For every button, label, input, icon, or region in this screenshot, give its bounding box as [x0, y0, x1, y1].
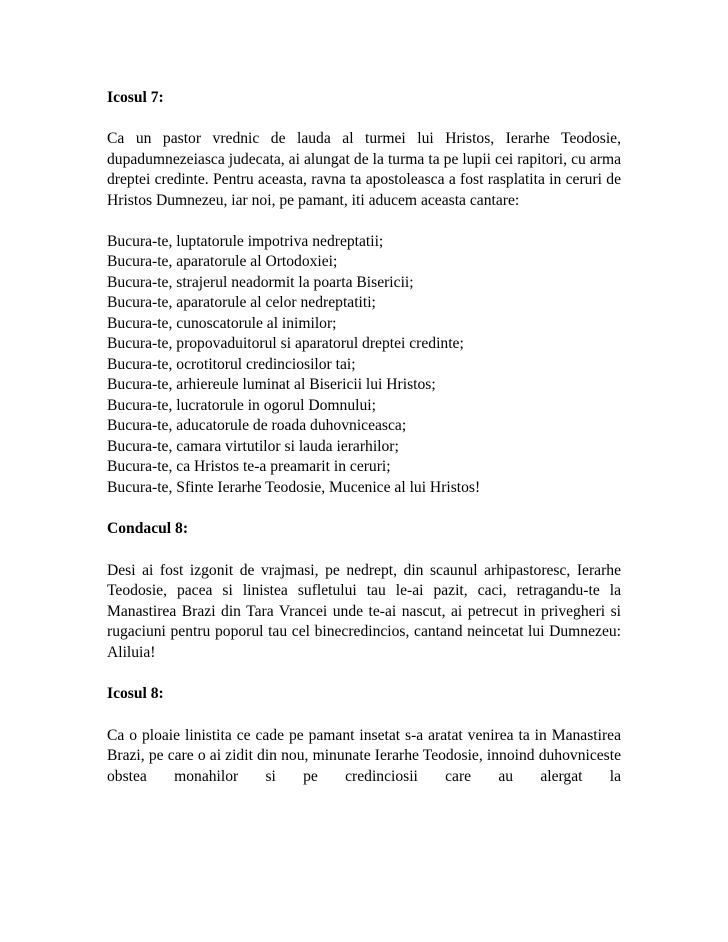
section-title-icos-7: Icosul 7: [107, 89, 164, 106]
salutation-line: Bucura-te, Sfinte Ierarhe Teodosie, Mucenice al lui Hristos! [107, 478, 481, 496]
section-title-condac-8: Condacul 8: [107, 520, 189, 537]
salutation-line: Bucura-te, ocrotitorul credinciosilor tai; [107, 355, 356, 373]
icos-8-paragraph: Ca o ploaie linistita ce cade pe pamant insetat s-a aratat venirea ta in Manastirea Brazi, pe care o ai zidit din nou, minunate Ierarhe Teodosie, innoind duhovniceste obstea monahilor si pe credinciosii care au alergat la [107, 726, 621, 785]
salutations-list [107, 232, 621, 499]
salutation-line: Bucura-te, strajerul neadormit la poarta Bisericii; [107, 273, 414, 291]
salutation-line: Bucura-te, camara virtutilor si lauda ierarhilor; [107, 437, 399, 455]
salutation-line: Bucura-te, ca Hristos te-a preamarit in ceruri; [107, 458, 391, 475]
salutation-line: Bucura-te, arhiereule luminat al Bisericii lui Hristos; [107, 376, 436, 393]
salutation-line: Bucura-te, cunoscatorule al inimilor; [107, 314, 337, 332]
salutation-line: Bucura-te, lucratorule in ogorul Domnului; [107, 396, 376, 414]
salutation-line: Bucura-te, luptatorule impotriva nedreptatii; [107, 232, 384, 250]
salutation-line: Bucura-te, propovaduitorul si aparatorul dreptei credinte; [107, 335, 464, 352]
salutation-line: Bucura-te, aducatorule de roada duhovniceasca; [107, 417, 407, 434]
salutation-line: Bucura-te, aparatorule al Ortodoxiei; [107, 253, 338, 270]
condac-8-paragraph: Desi ai fost izgonit de vrajmasi, pe nedrept, din scaunul arhipastoresc, Ierarhe Teodosie, pacea si linistea sufletului tau le-ai pazit, caci, retragandu-te la Manastirea Brazi din Tara Vrancei unde te-ai nascut, ai petrecut in privegheri si rugaciuni pentru poporul tau cel binecredincios, cantand neincetat lui Dumnezeu: Aliluia! [107, 561, 621, 661]
section-title-icos-8: Icosul 8: [107, 685, 164, 702]
icos-7-paragraph: Ca un pastor vrednic de lauda al turmei lui Hristos, Ierarhe Teodosie, dupadumnezeiasca judecata, ai alungat de la turma ta pe lupii cei rapitori, cu arma dreptei credinte. Pentru aceasta, ravna ta apostoleasca a fost rasplatita in ceruri de Hristos Dumnezeu, iar noi, pe pamant, iti aducem aceasta cantare: [107, 130, 621, 209]
salutation-line: Bucura-te, aparatorule al celor nedreptatiti; [107, 294, 376, 311]
document-page [107, 88, 621, 787]
